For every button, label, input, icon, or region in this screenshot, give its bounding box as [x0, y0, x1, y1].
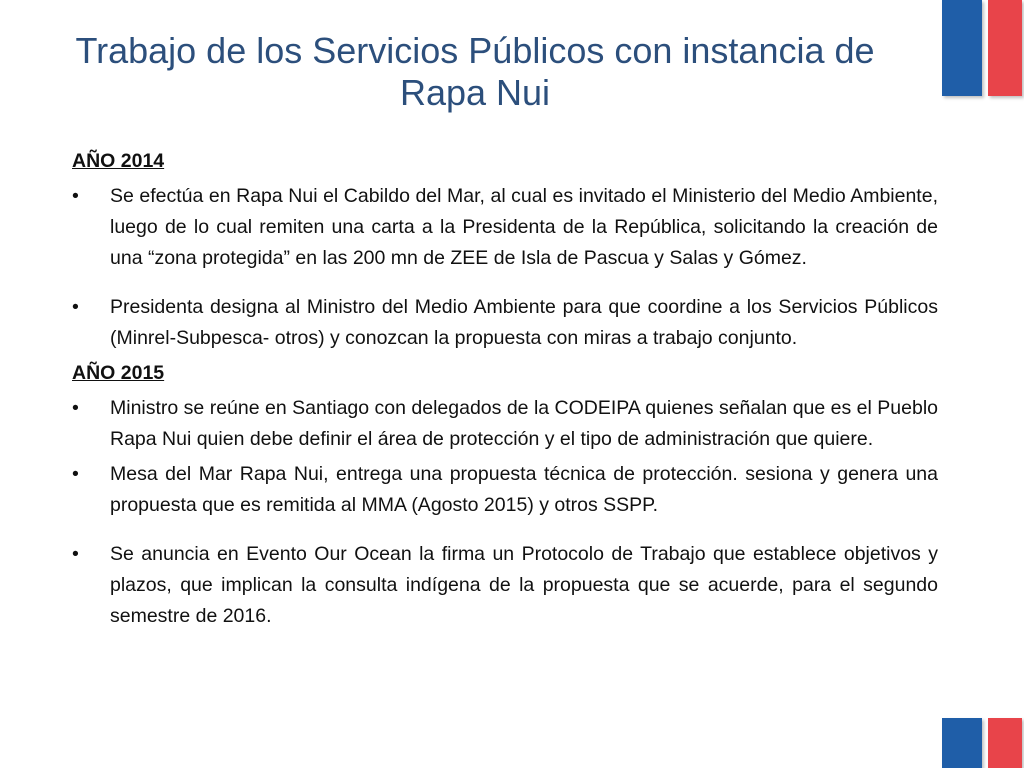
bullet-list-2015	[72, 393, 938, 632]
bullet-item: • Se anuncia en Evento Our Ocean la firma un Protocolo de Trabajo que establece objetivos y plazos, que implican la consulta indígena de la propuesta que se acuerde, para el segundo semestre de 2016.	[72, 539, 938, 632]
flag-blue-stripe	[942, 0, 982, 96]
flag-decoration-top	[942, 0, 1024, 98]
bullet-item: • Se efectúa en Rapa Nui el Cabildo del Mar, al cual es invitado el Ministerio del Medio Ambiente, luego de lo cual remiten una carta a la Presidenta de la República, solicitando la creación de una “zona protegida” en las 200 mn de ZEE de Isla de Pascua y Salas y Gómez.	[72, 181, 938, 274]
flag-blue-stripe	[942, 718, 982, 768]
flag-red-stripe	[988, 0, 1022, 96]
section-year-2015: AÑO 2015	[72, 362, 165, 384]
slide-body	[72, 146, 938, 632]
bullet-list-2014	[72, 181, 938, 354]
flag-red-stripe	[988, 718, 1022, 768]
bullet-item: • Ministro se reúne en Santiago con delegados de la CODEIPA quienes señalan que es el Pueblo Rapa Nui quien debe definir el área de protección y el tipo de administración que quiere.	[72, 393, 938, 455]
section-year-2014: AÑO 2014	[72, 150, 165, 172]
bullet-item: • Presidenta designa al Ministro del Medio Ambiente para que coordine a los Servicios Públicos (Minrel-Subpesca- otros) y conozcan la propuesta con miras a trabajo conjunto.	[72, 292, 938, 354]
slide-title: Trabajo de los Servicios Públicos con instancia de Rapa Nui	[75, 30, 875, 113]
flag-decoration-bottom	[942, 718, 1024, 768]
bullet-item: • Mesa del Mar Rapa Nui, entrega una propuesta técnica de protección. sesiona y genera una propuesta que es remitida al MMA (Agosto 2015) y otros SSPP.	[72, 459, 938, 521]
